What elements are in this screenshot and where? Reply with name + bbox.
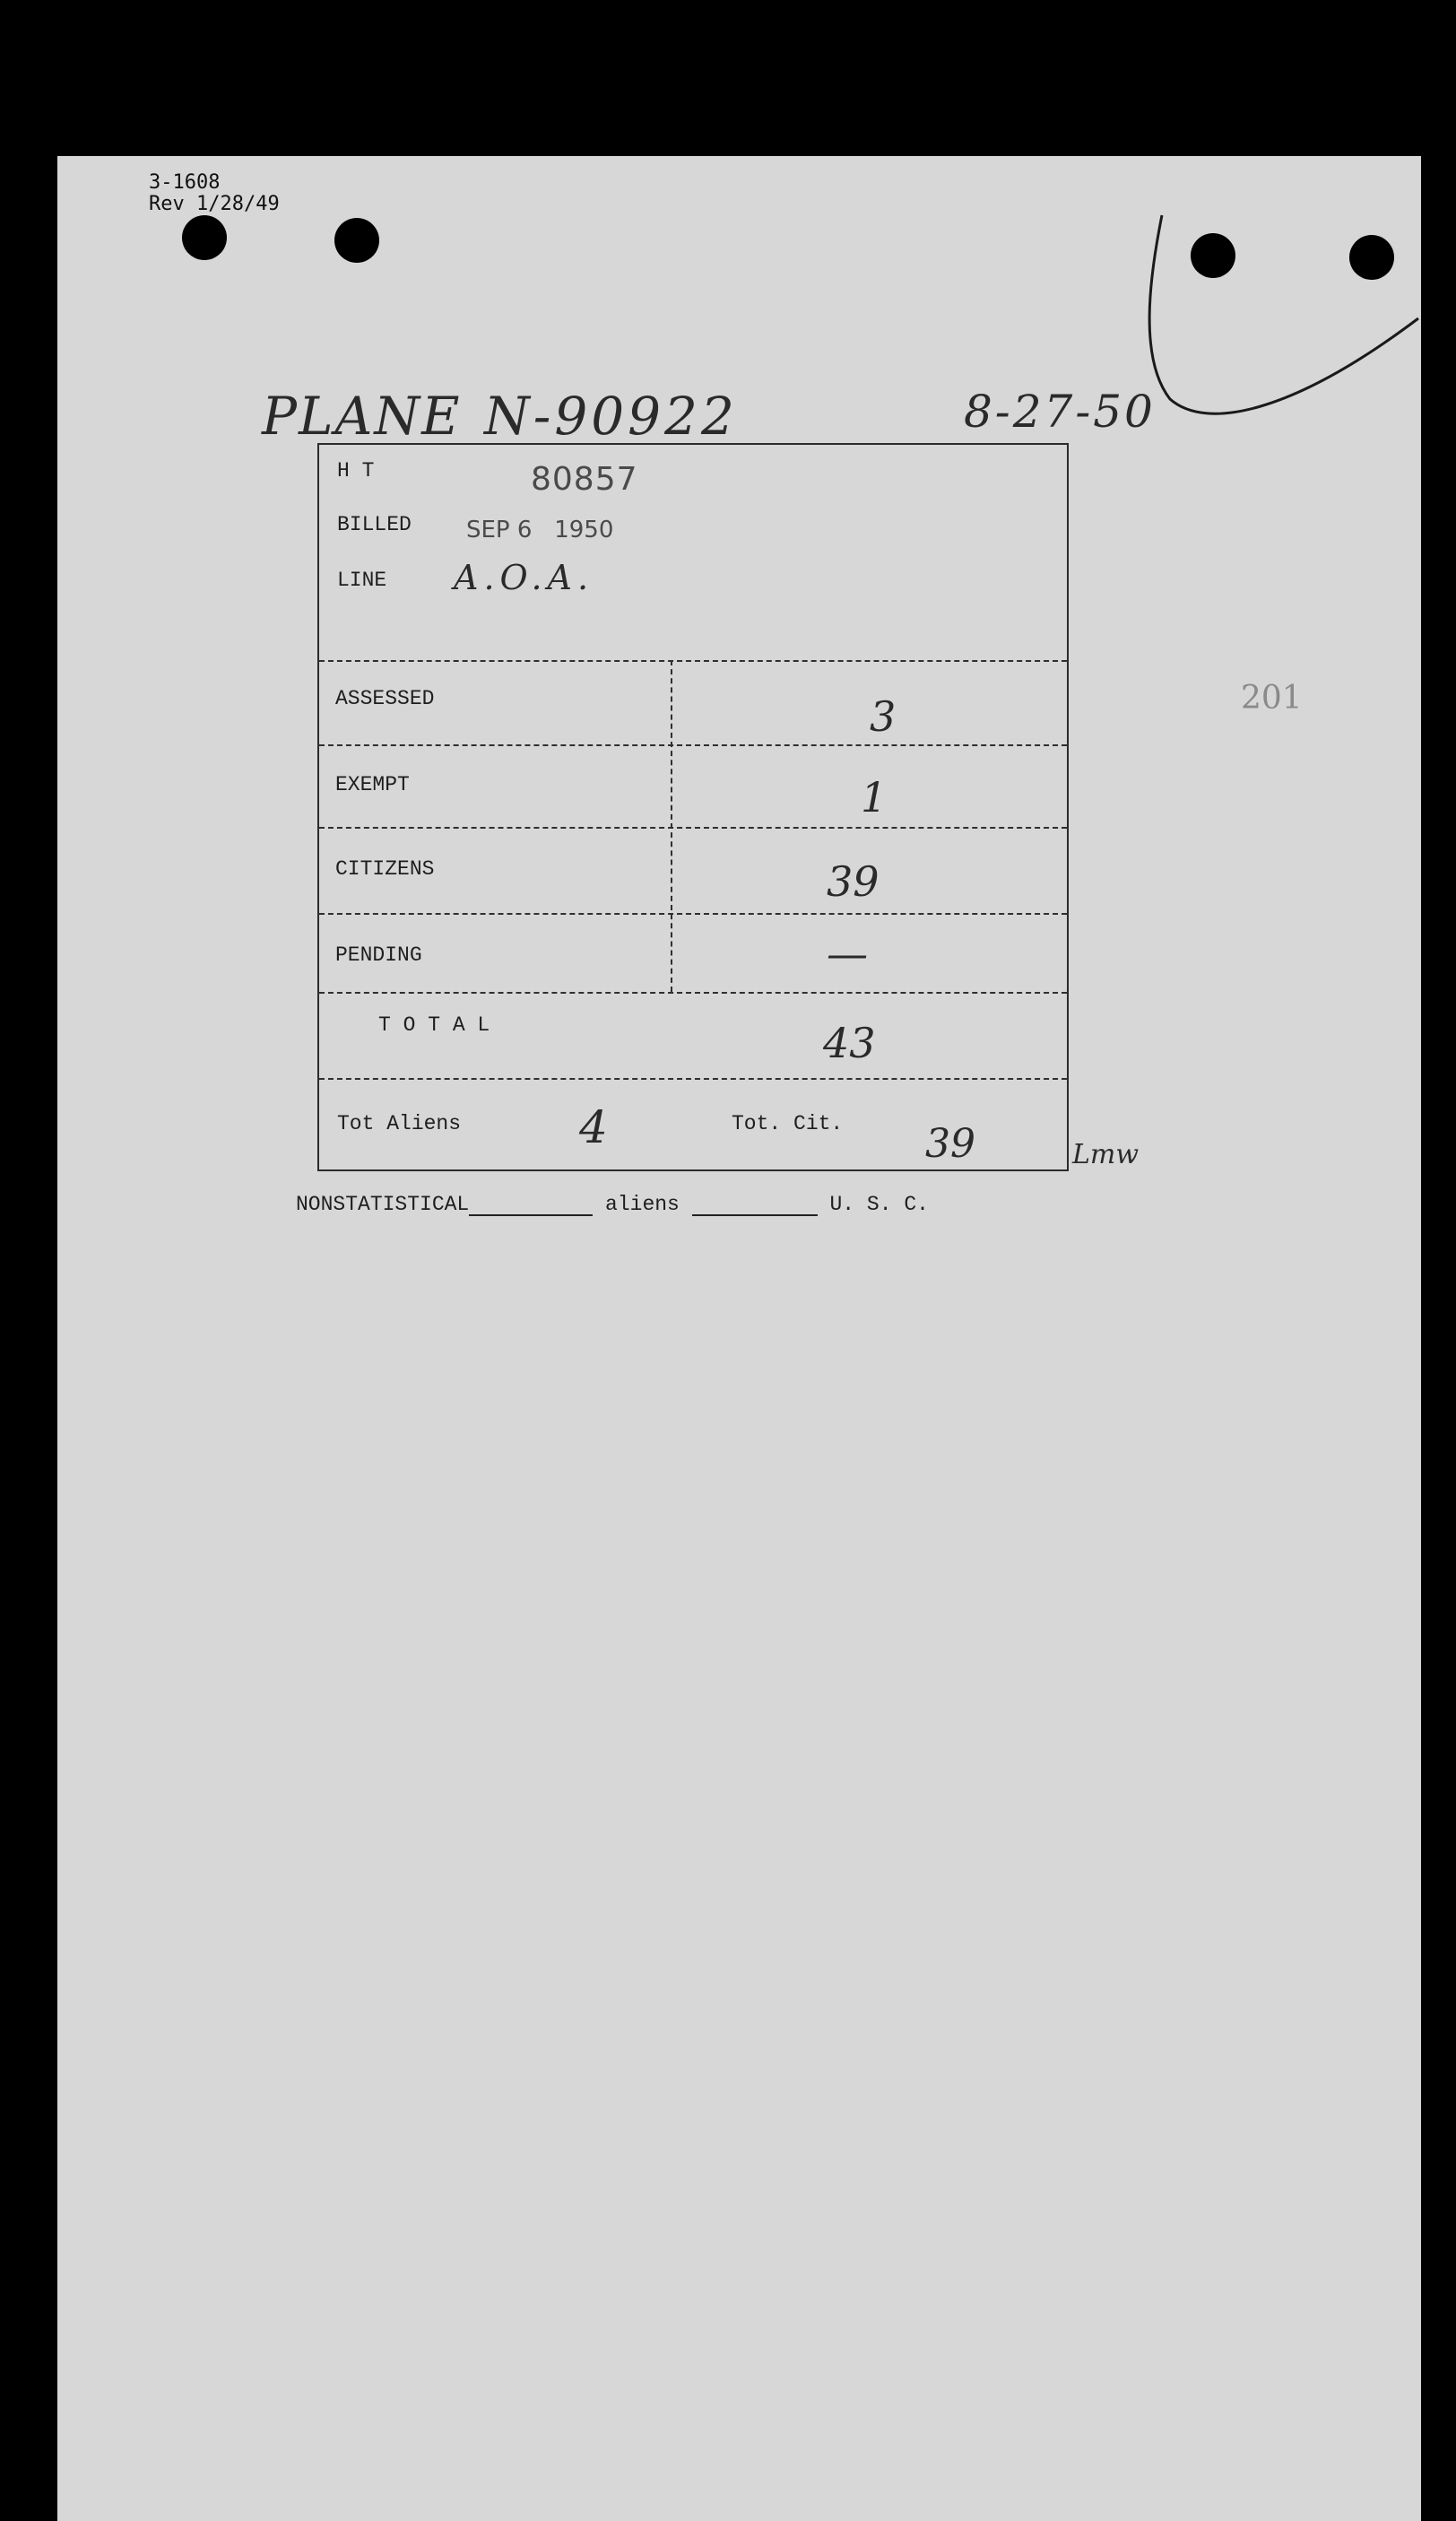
ht-value: 80857 bbox=[531, 461, 638, 498]
assessed-value: 3 bbox=[870, 692, 897, 741]
margin-number: 201 bbox=[1241, 680, 1303, 717]
billed-date-stamp: SEP 6 1950 bbox=[466, 517, 614, 543]
exempt-label: EXEMPT bbox=[335, 773, 410, 796]
aliens-label: aliens bbox=[605, 1193, 680, 1216]
line-value: A.O.A. bbox=[454, 558, 594, 597]
usc-label: U. S. C. bbox=[829, 1193, 929, 1216]
form-number: 3-1608 bbox=[149, 171, 221, 194]
pending-label: PENDING bbox=[335, 943, 422, 967]
footer-line bbox=[296, 1193, 929, 1216]
plane-label: PLANE bbox=[262, 386, 462, 447]
plane-number: N-90922 bbox=[484, 386, 738, 447]
assessed-label: ASSESSED bbox=[335, 687, 435, 710]
form-revision: Rev 1/28/49 bbox=[149, 193, 280, 215]
tot-aliens-label: Tot Aliens bbox=[337, 1112, 462, 1135]
plane-date: 8-27-50 bbox=[964, 386, 1156, 438]
pending-value: — bbox=[827, 929, 868, 978]
punch-hole bbox=[182, 215, 227, 260]
line-label: LINE bbox=[337, 569, 387, 592]
tally-table bbox=[317, 443, 1069, 1171]
total-label: T O T A L bbox=[378, 1013, 490, 1037]
punch-hole bbox=[334, 218, 379, 263]
nonstatistical-blank bbox=[469, 1214, 593, 1216]
ht-label: H T bbox=[337, 459, 375, 482]
tot-cit-label: Tot. Cit. bbox=[732, 1112, 844, 1135]
tot-cit-value: 39 bbox=[925, 1121, 975, 1167]
total-value: 43 bbox=[823, 1019, 876, 1067]
pen-stroke-mark bbox=[1130, 206, 1426, 430]
billed-label: BILLED bbox=[337, 513, 412, 536]
citizens-value: 39 bbox=[827, 857, 880, 906]
initials: Lmw bbox=[1072, 1139, 1140, 1170]
exempt-value: 1 bbox=[861, 773, 888, 821]
form-code bbox=[149, 172, 280, 215]
aliens-blank bbox=[692, 1214, 818, 1216]
tot-aliens-value: 4 bbox=[579, 1101, 608, 1153]
nonstatistical-label: NONSTATISTICAL bbox=[296, 1193, 470, 1216]
citizens-label: CITIZENS bbox=[335, 857, 435, 881]
